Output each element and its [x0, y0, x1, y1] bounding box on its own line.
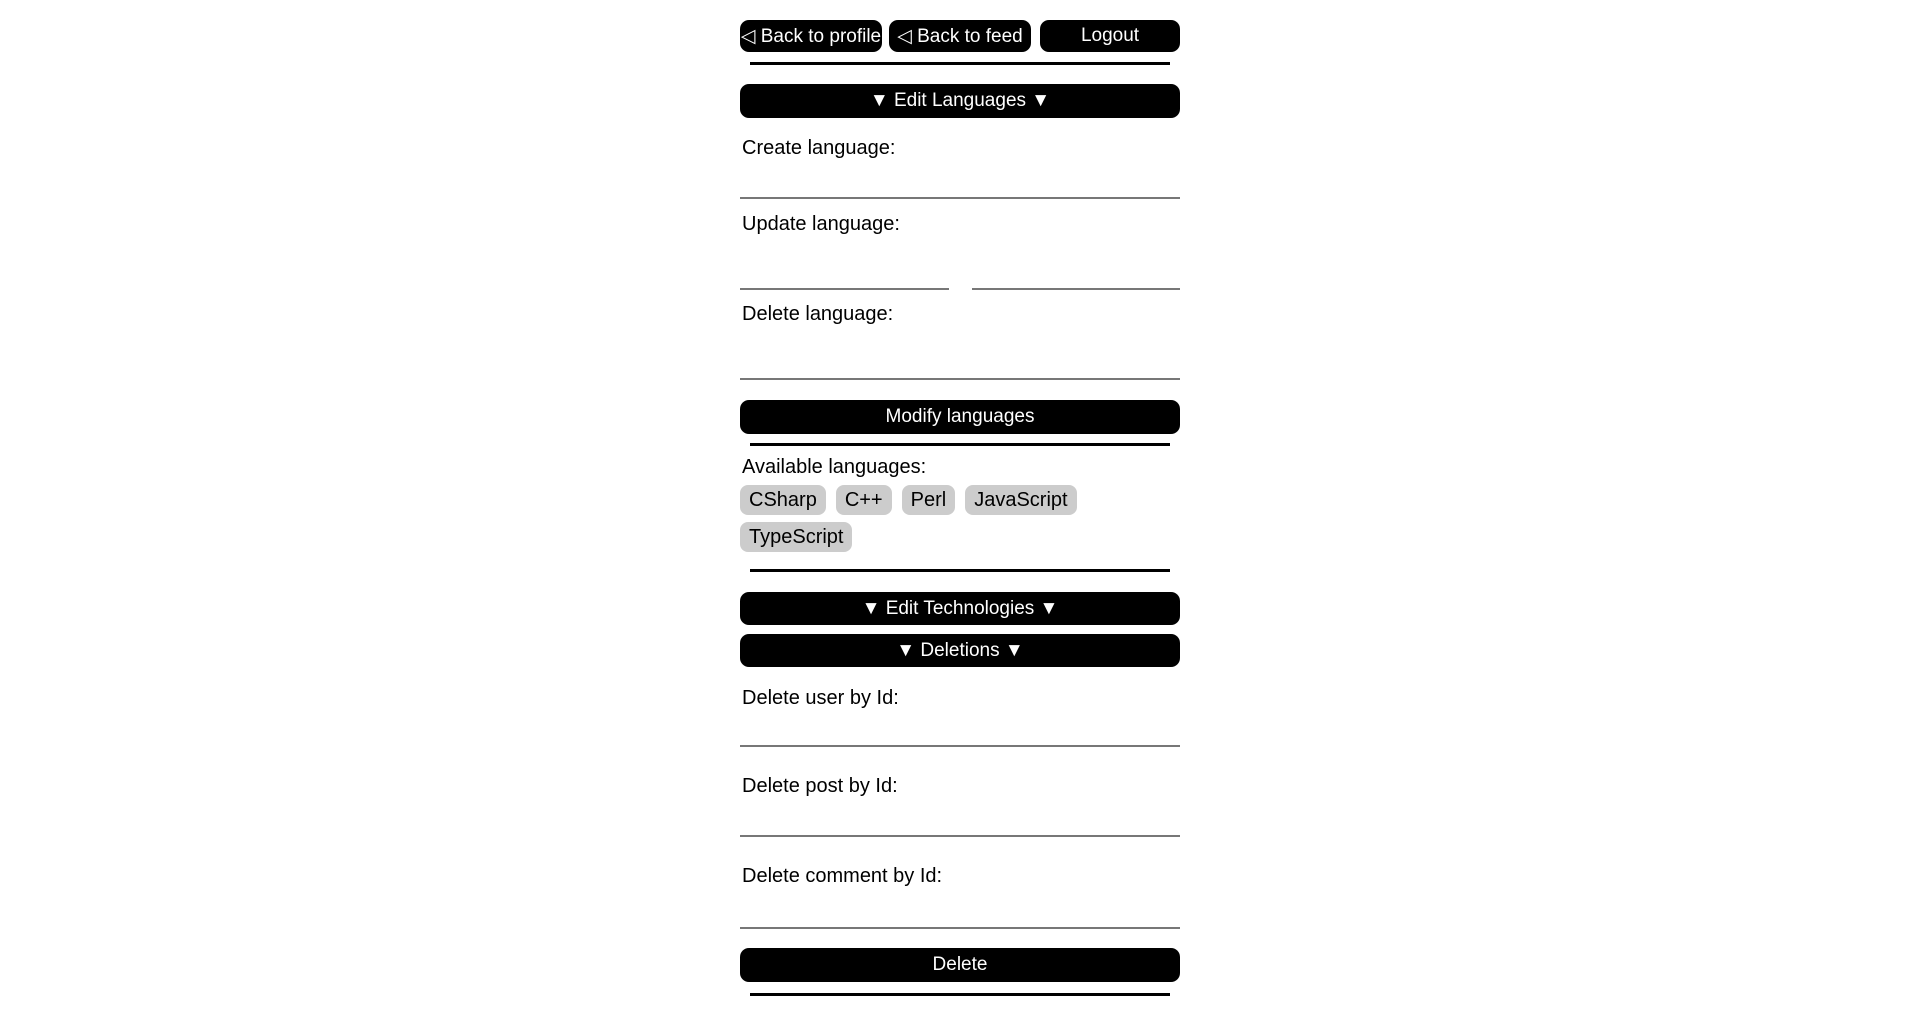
language-chip[interactable]: C++ [836, 485, 892, 515]
language-chip-list [740, 485, 1188, 552]
logout-button[interactable]: Logout [1040, 20, 1180, 52]
available-languages-label: Available languages: [742, 456, 927, 478]
back-to-profile-button[interactable]: ◁ Back to profile [740, 20, 882, 52]
delete-comment-id-input[interactable] [740, 893, 1180, 929]
delete-button[interactable]: Delete [740, 948, 1180, 982]
delete-language-input[interactable] [740, 344, 1180, 380]
delete-language-label: Delete language: [742, 303, 894, 325]
create-language-label: Create language: [742, 137, 896, 159]
update-language-new-input[interactable] [972, 254, 1180, 290]
edit-technologies-toggle[interactable]: ▼ Edit Technologies ▼ [740, 592, 1180, 625]
section-divider [750, 62, 1170, 65]
modify-languages-button[interactable]: Modify languages [740, 400, 1180, 434]
deletions-toggle[interactable]: ▼ Deletions ▼ [740, 634, 1180, 667]
delete-post-label: Delete post by Id: [742, 775, 898, 797]
delete-post-id-input[interactable] [740, 801, 1180, 837]
update-language-label: Update language: [742, 213, 900, 235]
section-divider [750, 569, 1170, 572]
update-language-old-input[interactable] [740, 254, 949, 290]
language-chip[interactable]: JavaScript [965, 485, 1076, 515]
delete-user-label: Delete user by Id: [742, 687, 899, 709]
section-divider [750, 443, 1170, 446]
language-chip[interactable]: TypeScript [740, 522, 852, 552]
admin-panel [740, 0, 1180, 1012]
back-to-feed-button[interactable]: ◁ Back to feed [889, 20, 1031, 52]
language-chip[interactable]: CSharp [740, 485, 826, 515]
create-language-input[interactable] [740, 163, 1180, 199]
delete-comment-label: Delete comment by Id: [742, 865, 943, 887]
delete-user-id-input[interactable] [740, 711, 1180, 747]
language-chip[interactable]: Perl [902, 485, 956, 515]
edit-languages-toggle[interactable]: ▼ Edit Languages ▼ [740, 84, 1180, 118]
section-divider [750, 993, 1170, 996]
